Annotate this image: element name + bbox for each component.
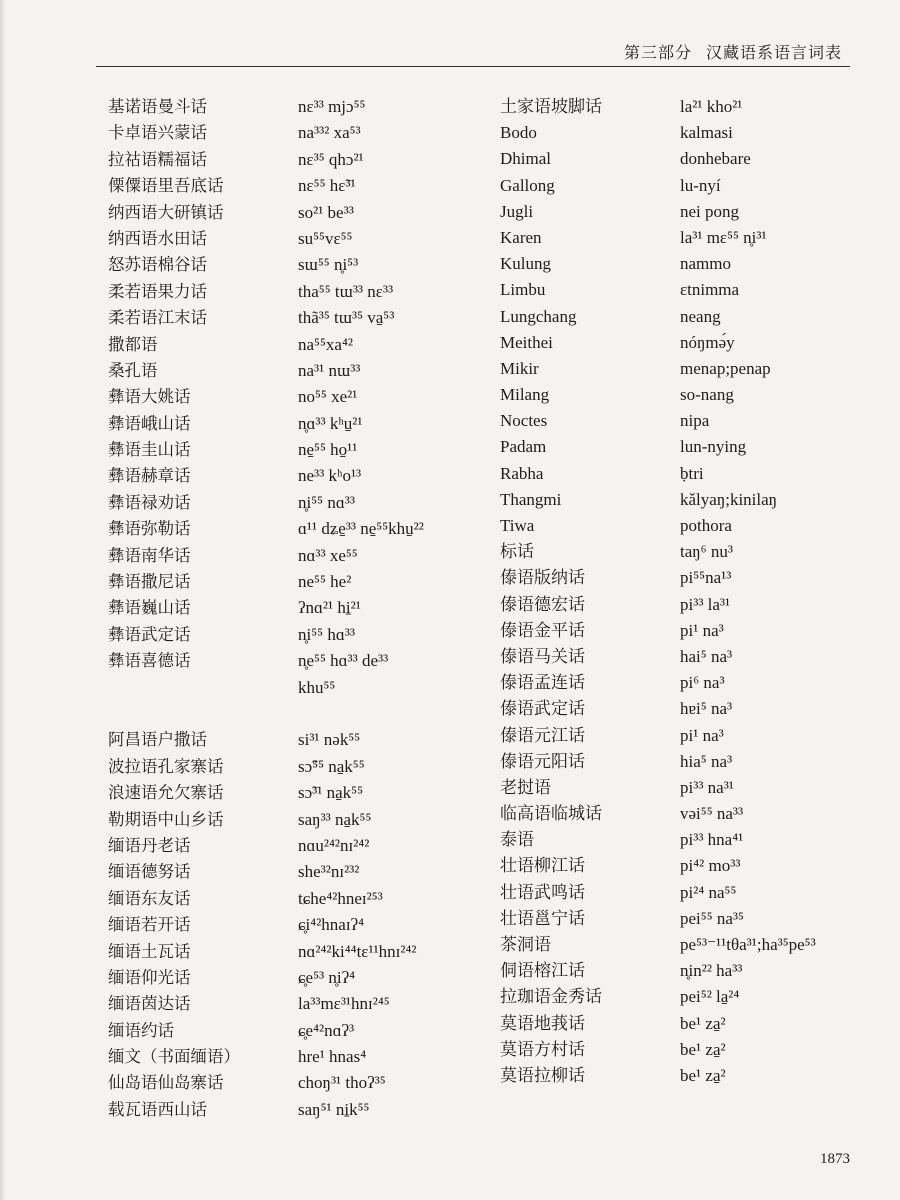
language-name: 卡卓语兴蒙话 [108,123,207,143]
word-form: sɔ̃³¹ na̠k⁵⁵ [298,783,364,803]
word-form: sɔ̃⁵⁵ na̠k⁵⁵ [298,756,365,776]
language-name: 阿昌语户撒话 [108,730,207,750]
entry-row [500,670,880,696]
language-name: 缅语约话 [108,1020,174,1040]
language-name: 标话 [500,542,534,562]
word-form: so-nang [680,385,734,405]
entry-row [108,701,498,727]
word-form: nóŋmə́y [680,332,735,352]
entry-row [108,543,498,569]
language-name: 彝语撒尼话 [108,572,191,592]
word-form: ɕ̥e⁵³ n̥iʔ⁴ [298,967,356,987]
header-part: 第三部分 [623,43,692,62]
entry-row [500,749,880,775]
word-form: n̥i⁵⁵ nɑ³³ [298,492,355,512]
entry-row [108,384,498,410]
entry-row [108,912,498,938]
language-name: Dhimal [500,149,551,169]
word-form: pi⁵⁵na¹³ [680,568,732,588]
word-form: ɕ̥i⁴²hnaɪʔ⁴ [298,915,365,935]
word-form: she³²nɪ²³² [298,862,360,882]
word-form: na³¹ nɯ³³ [298,360,361,380]
language-name: 彝语巍山话 [108,598,191,618]
language-name: 傣语马关话 [500,646,585,666]
word-form: pi⁴² mo³³ [680,856,741,876]
language-name: 仙岛语仙岛寨话 [108,1073,224,1093]
word-form: hre¹ hnas⁴ [298,1047,367,1067]
word-form: ne⁵⁵ he² [298,572,352,592]
entry-row [108,939,498,965]
word-form: ne³³ kʰo¹³ [298,466,362,486]
language-name: Noctes [500,411,548,431]
word-form: tɕhe⁴²hneɪ²⁵³ [298,888,383,908]
entry-row [108,569,498,595]
entry-row [108,833,498,859]
word-form: pi²⁴ na⁵⁵ [680,882,737,902]
language-name: 傣语德宏话 [500,594,585,614]
language-name: Meithei [500,332,553,352]
entry-row [108,886,498,912]
entry-row [500,408,880,434]
language-name: 缅语德努话 [108,862,191,882]
language-name: Thangmi [500,489,562,509]
word-form: be¹ za̠² [680,1013,726,1033]
entry-row [500,330,880,356]
language-name: 波拉语孔家寨话 [108,756,224,776]
language-name: 彝语南华话 [108,545,191,565]
language-name: 桑孔语 [108,360,158,380]
page-edge-shadow [0,0,6,1200]
entry-row [500,225,880,251]
entry-row [500,958,880,984]
word-form: su⁵⁵vɛ⁵⁵ [298,228,353,248]
word-form: pi⁶ na³ [680,673,725,693]
language-name: 缅语茵达话 [108,994,191,1014]
entry-row [500,644,880,670]
entry-row [500,1037,880,1063]
word-form: nɛ³⁵ qhɔ²¹ [298,149,364,169]
entry-row [500,277,880,303]
language-name: 傣语武定话 [500,699,585,719]
word-form: ɕ̥e⁴²nɑʔ³ [298,1020,355,1040]
entry-row [500,94,880,120]
language-name: Gallong [500,175,555,195]
word-form: pi¹ na³ [680,725,724,745]
entry-row [500,775,880,801]
entry-row [108,595,498,621]
language-name: 浪速语允欠寨话 [108,783,224,803]
entry-row [500,539,880,565]
word-form: nɑ²⁴²ki⁴⁴tɛ¹¹hnɪ²⁴² [298,941,417,961]
language-name: 彝语赫章话 [108,466,191,486]
word-form: ɛtnimma [680,280,740,300]
entry-row [500,723,880,749]
entry-row [500,173,880,199]
language-name: 傣语版纳话 [500,568,585,588]
entry-row [500,853,880,879]
language-name: 临高语临城话 [500,804,602,824]
word-form: hia⁵ na³ [680,751,733,771]
language-name: 拉祜语糯福话 [108,149,207,169]
word-form: ɑ¹¹ dʑe̠³³ ne̠⁵⁵khu̠²² [298,519,424,539]
language-name: 怒苏语棉谷话 [108,255,207,275]
word-form: lu-nyí [680,175,721,195]
entry-row [108,490,498,516]
entry-row [500,382,880,408]
word-form: sɯ⁵⁵ n̥i⁵³ [298,255,359,275]
word-form: si³¹ nək⁵⁵ [298,730,361,750]
language-name: Kulung [500,254,551,274]
entry-row [500,592,880,618]
language-name: 彝语大姚话 [108,387,191,407]
entry-row [108,516,498,542]
entry-row [108,411,498,437]
entry-row [108,279,498,305]
entry-row [108,252,498,278]
entry-row [108,780,498,806]
language-name: 拉珈语金秀话 [500,987,602,1007]
language-name: 撒都语 [108,334,158,354]
language-name: 缅语丹老话 [108,835,191,855]
language-name: Jugli [500,201,534,221]
entry-row [108,463,498,489]
word-form: nɑu²⁴²nɪ²⁴² [298,835,370,855]
word-form: tha⁵⁵ tɯ³³ nɛ³³ [298,281,394,301]
language-name: Limbu [500,280,546,300]
language-name: 彝语圭山话 [108,440,191,460]
language-name: 勒期语中山乡话 [108,809,224,829]
left-column [108,94,498,1123]
word-form: hɐi⁵ na³ [680,699,733,719]
language-name: 彝语武定话 [108,624,191,644]
language-name: Bodo [500,123,537,143]
entry-row [108,437,498,463]
entry-row [500,565,880,591]
entry-row [500,146,880,172]
entry-row [108,173,498,199]
entry-row [108,147,498,173]
language-name: 老挝语 [500,777,551,797]
entry-row [108,200,498,226]
word-form: saŋ⁵¹ ni̠k⁵⁵ [298,1099,370,1119]
word-form: pi¹ na³ [680,620,724,640]
entry-row [500,513,880,539]
word-form: nɛ⁵⁵ hɛ̃³¹ [298,176,356,196]
word-form: so²¹ be³³ [298,202,354,222]
entry-row [500,1011,880,1037]
word-form: no⁵⁵ xe²¹ [298,387,358,407]
language-name: 缅语土瓦话 [108,941,191,961]
language-name: 壮语邕宁话 [500,908,585,928]
entry-row [500,251,880,277]
word-form: na⁵⁵xa⁴² [298,334,353,354]
language-name: 柔若语江末话 [108,308,207,328]
language-name: 壮语武鸣话 [500,882,585,902]
entry-row [500,932,880,958]
word-form: thã³⁵ tɯ³⁵ va̠⁵³ [298,308,395,328]
word-form: n̥i⁵⁵ hɑ³³ [298,624,355,644]
word-form: la³¹ mɛ⁵⁵ n̥i³¹ [680,227,767,247]
language-name: 彝语弥勒话 [108,519,191,539]
word-form: nipa [680,411,710,431]
entry-row [108,622,498,648]
entry-row [108,991,498,1017]
entry-row [500,120,880,146]
entry-row [500,487,880,513]
entry-row [108,727,498,753]
entry-row [500,984,880,1010]
language-name: 傣语元阳话 [500,751,585,771]
entry-row [500,356,880,382]
entry-row [108,675,498,701]
entry-row [108,226,498,252]
word-form: ḅtri [680,463,704,483]
entry-row [108,1044,498,1070]
word-form: la²¹ kho²¹ [680,97,743,116]
word-form: be¹ za̠² [680,1039,726,1059]
language-name: 傣语孟连话 [500,673,585,693]
entry-row [500,880,880,906]
language-name: Lungchang [500,306,577,326]
entry-row [108,1070,498,1096]
word-form: nɛ³³ mjɔ⁵⁵ [298,97,366,116]
word-form: donhebare [680,149,751,169]
language-name: Padam [500,437,547,457]
entry-row [108,332,498,358]
language-name: 纳西语大研镇话 [108,202,224,222]
word-form: menap;penap [680,358,771,378]
entry-row [500,618,880,644]
language-name: 莫语拉柳话 [500,1065,585,1085]
header-section: 汉藏语系语言词表 [705,43,842,62]
word-form: be¹ za̠² [680,1065,726,1085]
language-name: 缅文（书面缅语） [108,1047,240,1067]
word-form: n̥e⁵⁵ hɑ³³ de³³ [298,651,389,671]
word-form: kalmasi [680,123,733,143]
language-name: Mikir [500,358,539,378]
word-form: pe⁵³⁻¹¹tθa³¹;ha³⁵pe⁵³ [680,935,816,954]
word-form: nammo [680,254,731,274]
language-name: 柔若语果力话 [108,281,207,301]
right-column [500,94,880,1089]
word-form: khu⁵⁵ [298,677,336,697]
entry-row [108,807,498,833]
language-name: 纳西语水田话 [108,228,207,248]
entry-row [108,1097,498,1123]
language-name: 载瓦语西山话 [108,1099,207,1119]
word-form: la³³mɛ³¹hnɪ²⁴⁵ [298,994,390,1014]
entry-row [108,305,498,331]
language-name: Milang [500,385,550,405]
language-name: 缅语东友话 [108,888,191,908]
word-form: saŋ³³ na̠k⁵⁵ [298,809,372,829]
word-form: nei pong [680,201,740,221]
word-form: vəi⁵⁵ na³³ [680,804,744,824]
entry-row [108,754,498,780]
word-form: ʔnɑ²¹ hi̠²¹ [298,598,361,618]
entry-row [500,696,880,722]
language-name: 傣语元江话 [500,725,585,745]
entry-row [108,859,498,885]
entry-row [500,1063,880,1089]
entry-row [500,801,880,827]
word-form: pi³³ hna⁴¹ [680,830,744,850]
language-name: Rabha [500,463,544,483]
running-head [624,40,842,63]
language-name: 彝语喜德话 [108,651,191,671]
language-name: Karen [500,227,542,247]
language-name: 缅语仰光话 [108,967,191,987]
language-name: 傣语金平话 [500,620,585,640]
entry-row [108,1018,498,1044]
entry-row [108,648,498,674]
word-form: hai⁵ na³ [680,646,733,666]
language-name: 缅语若开话 [108,915,191,935]
word-form: taŋ⁶ nu³ [680,542,733,562]
word-form: ne̠⁵⁵ ho̠¹¹ [298,440,358,460]
word-form: pi³³ la³¹ [680,594,731,614]
entry-row [500,434,880,460]
entry-row [500,827,880,853]
word-form: lun-nying [680,437,747,457]
language-name: 茶洞语 [500,935,551,954]
word-form: pei⁵² la̠²⁴ [680,987,740,1007]
word-form: na³³² xa⁵³ [298,123,361,143]
language-name: 莫语方村话 [500,1039,585,1059]
entry-row [108,120,498,146]
word-form: pothora [680,516,732,535]
word-form: choŋ³¹ thoʔ³⁵ [298,1073,386,1093]
word-form: pei⁵⁵ na³⁵ [680,908,744,928]
language-name: 土家语坡脚话 [500,97,602,116]
language-name: 壮语柳江话 [500,856,585,876]
word-form: kǎlyaŋ;kinilaŋ [680,489,778,509]
language-name: 彝语峨山话 [108,413,191,433]
language-name: Tiwa [500,516,535,535]
word-form: pi³³ na³¹ [680,777,734,797]
language-name: 莫语地莪话 [500,1013,585,1033]
entry-row [500,461,880,487]
language-name: 基诺语曼斗话 [108,97,207,116]
language-name: 侗语榕江话 [500,961,585,981]
entry-row [500,304,880,330]
word-form: nɑ³³ xe⁵⁵ [298,545,358,565]
header-rule [96,66,850,67]
word-form: neang [680,306,721,326]
entry-row [108,965,498,991]
entry-row [500,199,880,225]
language-name: 彝语禄劝话 [108,492,191,512]
language-name: 傈僳语里吾底话 [108,176,224,196]
entry-row [108,358,498,384]
word-form: n̥ɑ³³ kʰu̠²¹ [298,413,363,433]
page-number: 1873 [820,1151,850,1167]
language-name: 泰语 [500,830,534,850]
entry-row [500,906,880,932]
word-form: n̥in²² ha³³ [680,961,743,981]
entry-row [108,94,498,120]
